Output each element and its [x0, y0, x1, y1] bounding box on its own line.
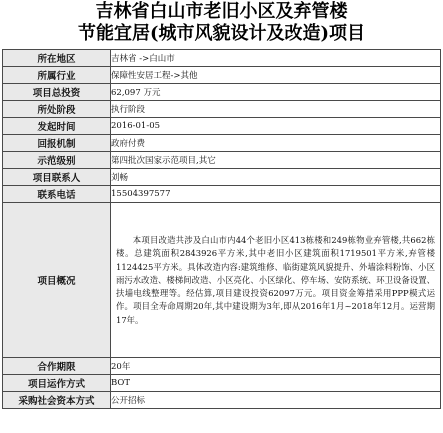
row-overview: [3, 203, 441, 358]
value-procurement-method: 公开招标: [111, 392, 441, 409]
page-title-line-2: 节能宜居(城市风貌设计及改造)项目: [77, 23, 366, 44]
value-demo-level: 第四批次国家示范项目,其它: [111, 152, 441, 169]
row-stage: [3, 101, 441, 118]
label-industry: 所属行业: [3, 67, 111, 84]
label-operation-mode: 项目运作方式: [3, 375, 111, 392]
row-procurement-method: [3, 392, 441, 409]
value-cooperation-period: 20年: [111, 358, 441, 375]
row-total-investment: [3, 84, 441, 101]
label-cooperation-period: 合作期限: [3, 358, 111, 375]
label-stage: 所处阶段: [3, 101, 111, 118]
label-region: 所在地区: [3, 50, 111, 67]
row-contact-phone: [3, 186, 441, 203]
label-contact-person: 项目联系人: [3, 169, 111, 186]
row-industry: [3, 67, 441, 84]
value-start-date: 2016-01-05: [111, 118, 441, 135]
row-cooperation-period: [3, 358, 441, 375]
value-return-mechanism: 政府付费: [111, 135, 441, 152]
value-region: 吉林省 ->白山市: [111, 50, 441, 67]
value-contact-phone: 15504397577: [111, 186, 441, 203]
label-contact-phone: 联系电话: [3, 186, 111, 203]
row-demo-level: [3, 152, 441, 169]
row-region: [3, 50, 441, 67]
label-procurement-method: 采购社会资本方式: [3, 392, 111, 409]
label-demo-level: 示范级别: [3, 152, 111, 169]
project-info-table: [2, 49, 441, 409]
row-start-date: [3, 118, 441, 135]
value-operation-mode: BOT: [111, 375, 441, 392]
value-contact-person: 刘畅: [111, 169, 441, 186]
label-overview: 项目概况: [3, 203, 111, 358]
value-industry: 保障性安居工程->其他: [111, 67, 441, 84]
value-total-investment: 62,097 万元: [111, 84, 441, 101]
label-start-date: 发起时间: [3, 118, 111, 135]
value-stage: 执行阶段: [111, 101, 441, 118]
label-return-mechanism: 回报机制: [3, 135, 111, 152]
label-total-investment: 项目总投资: [3, 84, 111, 101]
value-overview: 本项目改造共涉及白山市内44个老旧小区413栋楼和249栋物业弃管楼,共662栋楼。总建筑面积2843926平方米,其中老旧小区建筑面积1719501平方米,弃管楼1124425平方米。具体改造内容:建筑维修、临街建筑风貌提升、外墙涂料粉饰、小区雨污水改造、楼梯间改造、小区亮化、小区绿化、停车场、安防系统、环卫设备设置、扶墙电线整理等。经估算,项目建设投资62097万元。项目资金筹措采用PPP模式运作。项目全寿命周期20年,其中建设期为3年,即从2016年1月~2018年12月。运营期17年。: [111, 203, 441, 358]
row-contact-person: [3, 169, 441, 186]
page-title-line-1: 吉林省白山市老旧小区及弃管楼: [95, 1, 348, 22]
row-return-mechanism: [3, 135, 441, 152]
row-operation-mode: [3, 375, 441, 392]
